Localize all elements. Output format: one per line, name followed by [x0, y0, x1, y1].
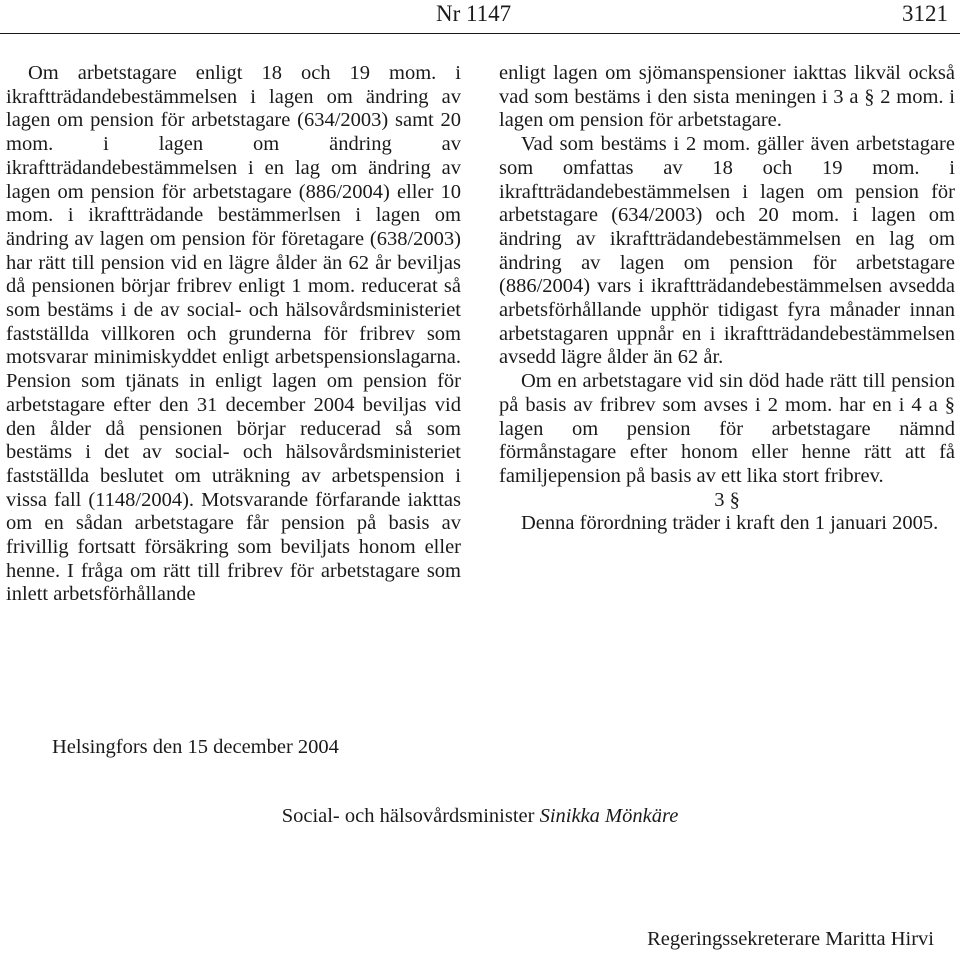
page-number: 3121: [902, 1, 948, 26]
page-header: [0, 0, 960, 30]
issue-number: Nr 1147: [436, 1, 512, 26]
section-heading: 3 §: [714, 488, 740, 511]
secretary-signature: Regeringssekreterare Maritta Hirvi: [647, 928, 934, 950]
minister-title: Social- och hälsovårdsminister: [281, 805, 535, 827]
left-column: [6, 62, 461, 607]
right-paragraph-1: enligt lagen om sjömanspensioner iakttas likväl också vad som bestäms i den sista meningen i 3 a § 2 mom. i lagen om pension för arbetstagare.: [499, 62, 955, 132]
right-paragraph-2: Vad som bestäms i 2 mom. gäller även arbetstagare som omfattas av 18 och 19 mom. i ikraftträdandebestämmelsen i lagen om pension för arbetstagare (634/2003) och 20 mom. i lagen om ändring av ikraftträdandebestämmelsen en lag om ändring av lagen om pension för arbetstagare (886/2004) vars i ikraftträdandebestämmelsen avsedda arbetsförhållande upphör tidigast fyra månader innan arbetstagaren uppnår en i ikraftträdandebestämmelsen avsedd lägre ålder än 62 år.: [499, 133, 955, 369]
left-paragraph: Om arbetstagare enligt 18 och 19 mom. i ikraftträdandebestämmelsen i lagen om ändring av lagen om pension för arbetstagare (634/2003) samt 20 mom. i lagen om ändring av ikraftträdandebestämmelsen i en lag om ändring av lagen om pension för arbetstagare (886/2004) eller 10 mom. i ikraftträdande bestämmerlsen i lagen om ändring av lagen om pension för företagare (638/2003) har rätt till pension vid en lägre ålder än 62 år beviljas då pensionen börjar fribrev enligt 1 mom. reducerat så som bestäms i de av social- och hälsovårdsministeriet fastställda villkoren och grunderna för fribrev som motsvarar minimiskyddet enligt arbetspensionslagarna. Pension som tjänats in enligt lagen om pension för arbetstagare efter den 31 december 2004 beviljas vid den ålder då pensionen börjar reducerad så som bestäms i det av social- och hälsovårdsministeriet fastställda beslutet om uträkning av arbetspension i vissa fall (1148/2004). Motsvarande förfarande iakttas om en sådan arbetstagare får pension på basis av frivillig fortsatt försäkring som beviljats honom eller henne. I fråga om rätt till fribrev för arbetstagare som inlett arbetsförhållande: [6, 62, 461, 606]
minister-signature: [0, 804, 960, 828]
right-column: [499, 62, 955, 536]
right-paragraph-3: Om en arbetstagare vid sin död hade rätt till pension på basis av fribrev som avses i 2 mom. har en i 4 a § lagen om pension för arbetstagare nämnd förmånstagare efter honom eller henne rätt att få familjepension på basis av ett lika stort fribrev.: [499, 370, 955, 487]
section-text: Denna förordning träder i kraft den 1 januari 2005.: [521, 512, 939, 535]
minister-name: Sinikka Mönkäre: [539, 805, 679, 827]
header-rule: [0, 33, 960, 34]
place-date: Helsingfors den 15 december 2004: [52, 736, 339, 758]
